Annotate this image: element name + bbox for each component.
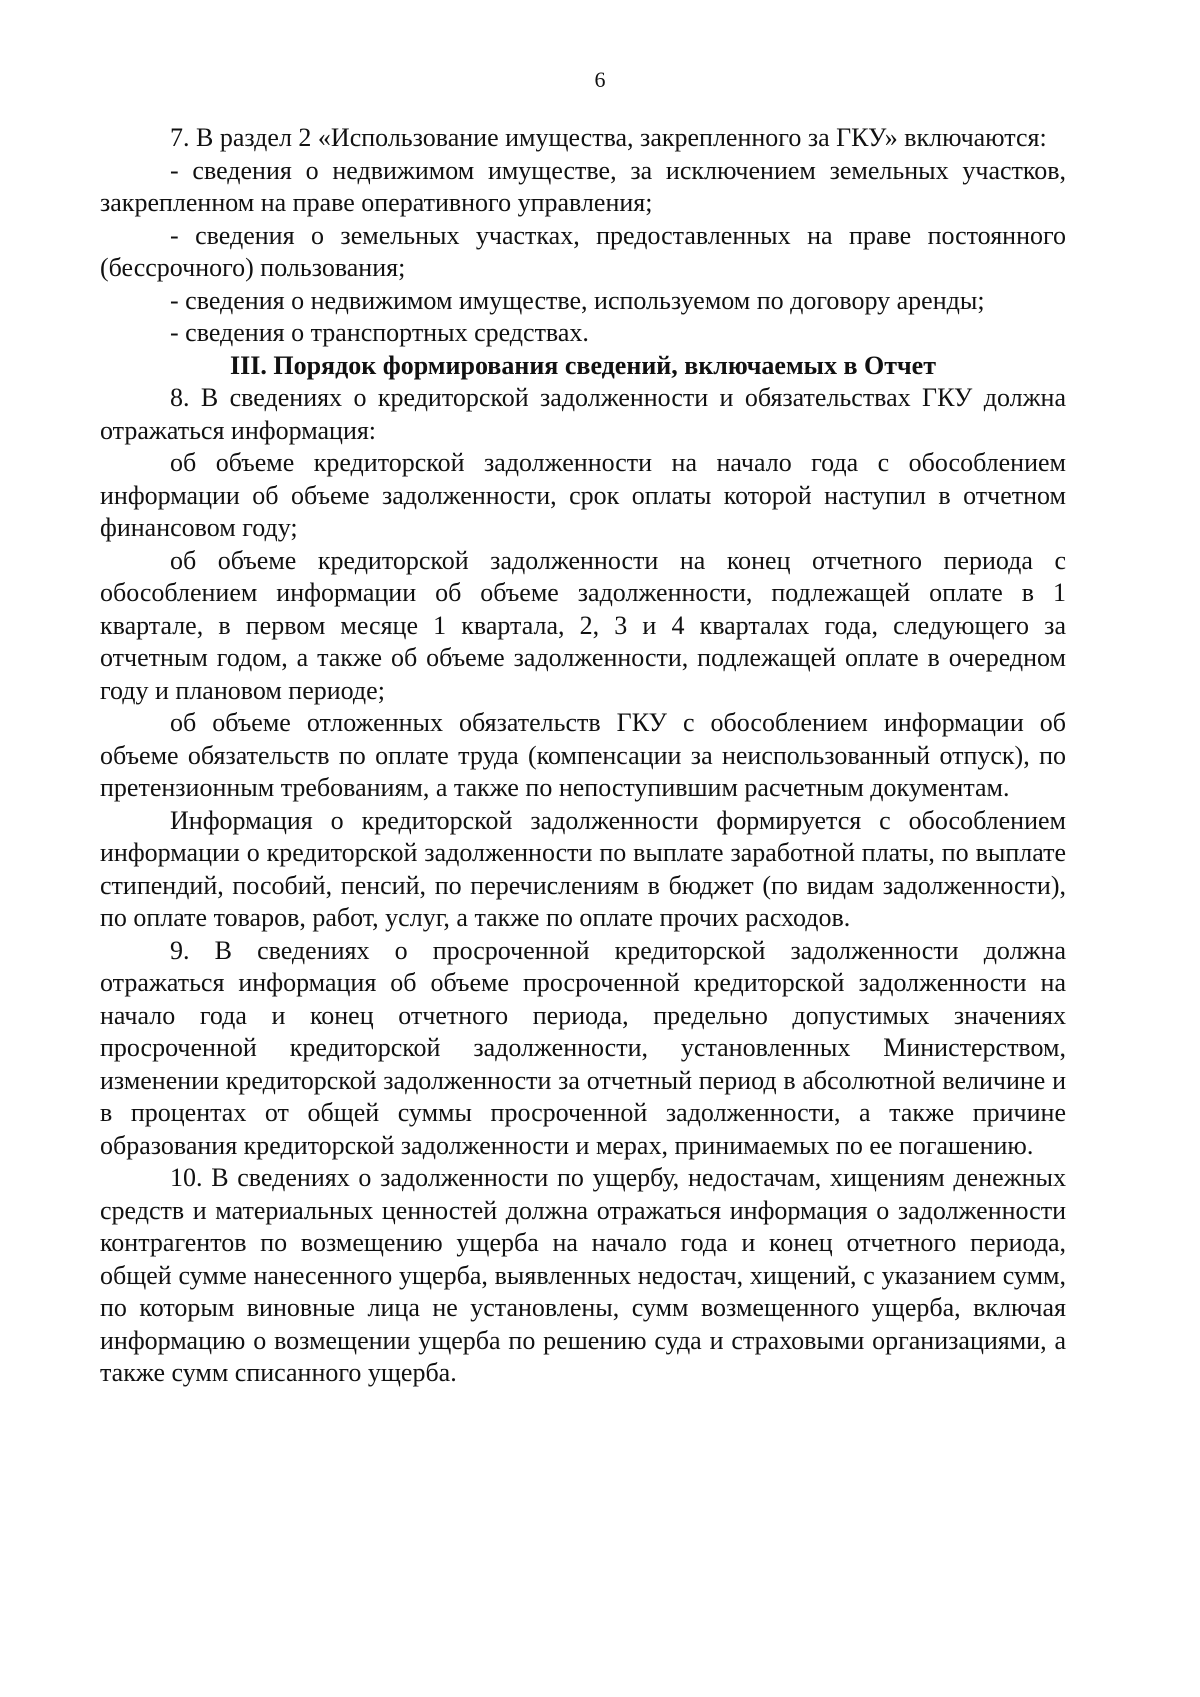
paragraph-8-item-end-of-period: об объеме кредиторской задолженности на конец отчетного периода с обособлением информации об объеме задолженности, подлежащей оплате в 1 квартале, в первом месяце 1 квартала, 2, 3 и 4 кварталах года, следующего за отчетным годом, а также об объеме задолженности, подлежащей оплате в очередном году и плановом периоде;	[100, 545, 1066, 705]
paragraph-9: 9. В сведениях о просроченной кредиторской задолженности должна отражаться информация об объеме просроченной кредиторской задолженности на начало года и конец отчетного периода, предельно допустимых значениях просроченной кредиторской задолженности, установленных Министерством, изменении кредиторской задолженности за отчетный период в абсолютной величине и в процентах от общей суммы просроченной задолженности, а также причине образования кредиторской задолженности и мерах, принимаемых по ее погашению.	[100, 935, 1066, 1160]
paragraph-8-item-start-of-year: об объеме кредиторской задолженности на начало года с обособлением информации об объеме задолженности, срок оплаты которой наступил в отчетном финансовом году;	[100, 448, 1066, 542]
list-item-vehicles: - сведения о транспортных средствах.	[170, 318, 589, 347]
paragraph-10: 10. В сведениях о задолженности по ущербу, недостачам, хищениям денежных средств и материальных ценностей должна отражаться информация о задолженности контрагентов по возмещению ущерба на начало года и конец отчетного периода, общей сумме нанесенного ущерба, выявленных недостач, хищений, с указанием сумм, по которым виновные лица не установлены, сумм возмещенного ущерба, включая информацию о возмещении ущерба по решению суда и страховыми организациями, а также сумм списанного ущерба.	[100, 1163, 1066, 1387]
paragraph-7: 7. В раздел 2 «Использование имущества, закрепленного за ГКУ» включаются:	[170, 123, 1047, 152]
page-number: 6	[594, 67, 606, 92]
paragraph-8-item-deferred-obligations: об объеме отложенных обязательств ГКУ с обособлением информации об объеме обязательств по оплате труда (компенсации за неиспользованный отпуск), по претензионным требованиям, а также по непоступившим расчетным документам.	[100, 708, 1066, 802]
section-3-heading: III. Порядок формирования сведений, включаемых в Отчет	[230, 350, 936, 380]
paragraph-8: 8. В сведениях о кредиторской задолженности и обязательствах ГКУ должна отражаться информация:	[100, 383, 1066, 445]
paragraph-8-info-breakdown: Информация о кредиторской задолженности формируется с обособлением информации о кредиторской задолженности по выплате заработной платы, по выплате стипендий, пособий, пенсий, по перечислениям в бюджет (по видам задолженности), по оплате товаров, работ, услуг, а также по оплате прочих расходов.	[100, 805, 1066, 932]
list-item-real-estate: - сведения о недвижимом имуществе, за исключением земельных участков, закрепленном на праве оперативного управления;	[100, 155, 1066, 217]
document-body	[100, 122, 1066, 1390]
list-item-leased-property: - сведения о недвижимом имуществе, используемом по договору аренды;	[170, 285, 985, 315]
list-item-land-plots: - сведения о земельных участках, предоставленных на праве постоянного (бессрочного) пользования;	[100, 220, 1066, 282]
